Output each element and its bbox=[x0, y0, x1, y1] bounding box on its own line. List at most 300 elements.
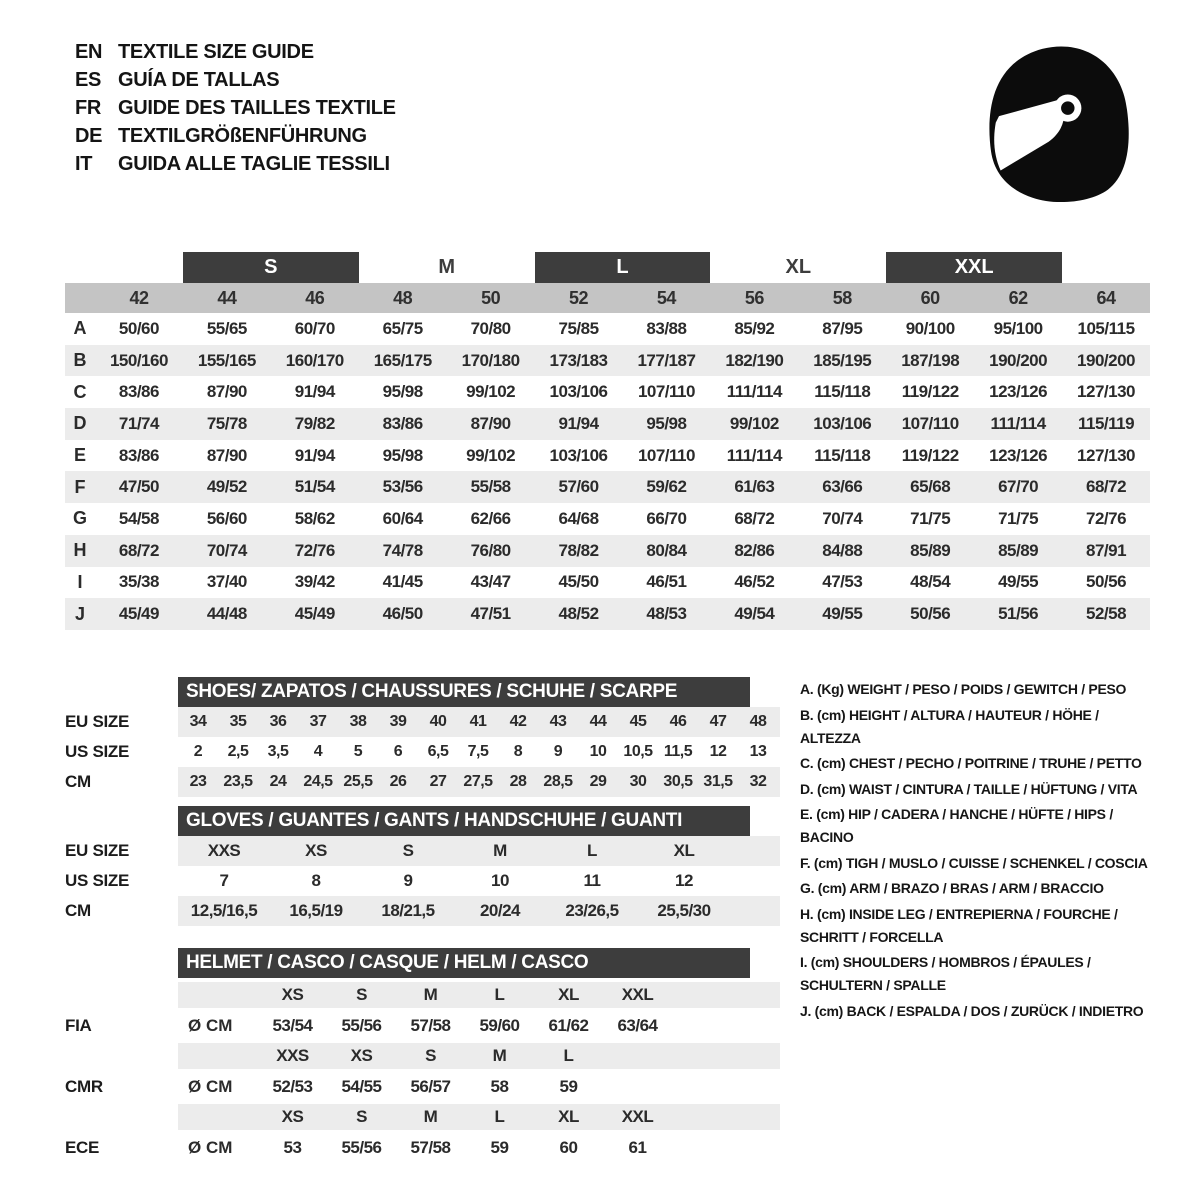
size-value: 78/82 bbox=[558, 540, 599, 560]
size-value: 54/58 bbox=[118, 508, 159, 528]
size-value: 67/70 bbox=[998, 477, 1039, 497]
size-value: 37 bbox=[309, 713, 327, 730]
filler bbox=[730, 896, 780, 926]
size-value: 85/92 bbox=[734, 318, 775, 338]
row-label: CM bbox=[65, 772, 91, 791]
legend-item: J. (cm) BACK / ESPALDA / DOS / ZURÜCK / INDIETRO bbox=[800, 1002, 1144, 1019]
size-value: 95/100 bbox=[993, 318, 1043, 338]
size-label: S bbox=[356, 1107, 367, 1126]
size-value: 83/86 bbox=[118, 445, 159, 465]
racing-helmet-icon bbox=[975, 40, 1135, 205]
size-label: M bbox=[492, 1046, 507, 1065]
size-value: 71/75 bbox=[998, 508, 1039, 528]
measurement-row-a bbox=[65, 313, 1150, 345]
size-label: M bbox=[423, 1107, 438, 1126]
size-value: 99/102 bbox=[466, 382, 516, 402]
numeric-size: 52 bbox=[569, 287, 589, 308]
size-value: 59/60 bbox=[479, 1015, 520, 1035]
row-label: US SIZE bbox=[65, 871, 130, 890]
size-value: 57/58 bbox=[410, 1137, 451, 1157]
legend-item: A. (Kg) WEIGHT / PESO / POIDS / GEWITCH / PESO bbox=[800, 681, 1127, 697]
size-value: 65/68 bbox=[910, 477, 951, 497]
helmet-values-row-fia bbox=[65, 1008, 780, 1043]
size-value: 54/55 bbox=[341, 1076, 382, 1096]
size-value: 44 bbox=[589, 713, 607, 730]
size-value: 150/160 bbox=[109, 350, 168, 370]
row-label: H bbox=[73, 540, 87, 561]
size-value: 16,5/19 bbox=[289, 901, 343, 920]
size-value: 11 bbox=[583, 871, 601, 890]
size-value: 58/62 bbox=[294, 508, 335, 528]
size-value: 53 bbox=[283, 1137, 302, 1157]
size-value: 10 bbox=[491, 871, 509, 890]
size-value: 23 bbox=[189, 773, 207, 790]
size-value: 103/106 bbox=[549, 445, 608, 465]
size-value: 74/78 bbox=[382, 540, 423, 560]
shoes-values bbox=[178, 737, 780, 767]
numeric-size-row bbox=[65, 283, 1150, 313]
size-value: 38 bbox=[349, 713, 367, 730]
size-group-header-row bbox=[65, 252, 1150, 283]
language-code: DE bbox=[75, 124, 103, 147]
helmet-size-labels bbox=[178, 1104, 780, 1130]
gloves-values bbox=[178, 836, 780, 866]
size-value: 75/78 bbox=[206, 413, 247, 433]
size-value: 47/53 bbox=[822, 572, 863, 592]
size-value: 45/50 bbox=[558, 572, 599, 592]
legend-item: G. (cm) ARM / BRAZO / BRAS / ARM / BRACCIO bbox=[800, 880, 1104, 896]
textile-size-table bbox=[65, 252, 1150, 630]
size-value: 56/57 bbox=[410, 1076, 451, 1096]
size-value: 95/98 bbox=[382, 445, 423, 465]
size-value: 107/110 bbox=[637, 445, 695, 465]
size-value: 24,5 bbox=[303, 773, 333, 790]
size-value: 177/187 bbox=[637, 350, 696, 370]
size-value: 12 bbox=[709, 743, 727, 760]
numeric-size: 58 bbox=[832, 287, 852, 308]
size-value: 50/56 bbox=[910, 604, 951, 624]
size-value: 95/98 bbox=[646, 413, 687, 433]
filler bbox=[730, 866, 780, 896]
size-value: 49/54 bbox=[734, 604, 775, 624]
measurement-legend bbox=[800, 678, 1162, 1025]
size-value: 37/40 bbox=[206, 572, 247, 592]
size-group-s: S bbox=[183, 252, 359, 283]
size-value: 39/42 bbox=[294, 572, 335, 592]
size-value: 46/51 bbox=[646, 572, 687, 592]
size-label: XXL bbox=[621, 1107, 654, 1126]
size-value: 50/56 bbox=[1086, 572, 1127, 592]
size-value: 72/76 bbox=[1086, 508, 1127, 528]
size-value: 75/85 bbox=[558, 318, 599, 338]
size-label: XL bbox=[558, 985, 579, 1004]
size-value: 44/48 bbox=[206, 604, 247, 624]
language-title-list bbox=[75, 38, 396, 178]
size-value: 170/180 bbox=[461, 350, 520, 370]
size-value: 155/165 bbox=[197, 350, 256, 370]
size-label: M bbox=[423, 985, 438, 1004]
size-value: 70/74 bbox=[822, 508, 863, 528]
legend-item: H. (cm) INSIDE LEG / ENTREPIERNA / FOURCHE / SCHRITT / FORCELLA bbox=[800, 905, 1118, 945]
size-value: 46/52 bbox=[734, 572, 775, 592]
size-value: 123/126 bbox=[989, 382, 1048, 402]
language-title: TEXTILE SIZE GUIDE bbox=[118, 40, 314, 63]
size-value: 60/64 bbox=[382, 508, 423, 528]
unit-spacer bbox=[178, 1043, 258, 1069]
size-value: 45/49 bbox=[118, 604, 159, 624]
size-value: 41/45 bbox=[382, 572, 423, 592]
size-value: 190/200 bbox=[1077, 350, 1135, 370]
size-value: 2,5 bbox=[227, 743, 249, 760]
filler bbox=[730, 836, 780, 866]
size-value: 103/106 bbox=[813, 413, 872, 433]
language-row bbox=[75, 94, 396, 122]
row-label: F bbox=[74, 476, 86, 497]
size-value: 123/126 bbox=[989, 445, 1048, 465]
shoes-row-eu-size bbox=[65, 707, 780, 737]
gloves-row-eu-size bbox=[65, 836, 780, 866]
measurement-row-g bbox=[65, 503, 1150, 535]
language-code: ES bbox=[75, 68, 102, 91]
gloves-row-cm bbox=[65, 896, 780, 926]
size-value: 26 bbox=[389, 773, 407, 790]
size-value: 64/68 bbox=[558, 508, 599, 528]
helmet-size-labels bbox=[178, 982, 780, 1008]
helmet-sizes-row-fia bbox=[65, 982, 780, 1008]
size-value: 2 bbox=[193, 743, 203, 760]
row-label: C bbox=[73, 381, 87, 402]
size-value: 34 bbox=[189, 713, 207, 730]
size-value: 4 bbox=[313, 743, 323, 760]
helmet-size-values bbox=[178, 1069, 780, 1104]
legend-item: F. (cm) TIGH / MUSLO / CUISSE / SCHENKEL / COSCIA bbox=[800, 854, 1148, 871]
size-value: 52/58 bbox=[1086, 604, 1127, 624]
shoes-size-table bbox=[65, 677, 780, 797]
size-value: 13 bbox=[749, 743, 767, 760]
size-value: 43/47 bbox=[470, 572, 511, 592]
gloves-values bbox=[178, 896, 780, 926]
size-value: 84/88 bbox=[822, 540, 863, 560]
size-value: 87/95 bbox=[822, 318, 863, 338]
size-value: 65/75 bbox=[382, 318, 423, 338]
size-value: 52/53 bbox=[272, 1076, 313, 1096]
size-value: 47 bbox=[709, 713, 727, 730]
size-label: L bbox=[563, 1046, 574, 1065]
size-value: 71/75 bbox=[910, 508, 951, 528]
size-value: 48 bbox=[749, 713, 767, 730]
size-value: 55/65 bbox=[206, 318, 247, 338]
size-value: 107/110 bbox=[901, 413, 959, 433]
size-value: 27 bbox=[429, 773, 447, 790]
size-value: 165/175 bbox=[373, 350, 432, 370]
size-value: 36 bbox=[269, 713, 287, 730]
measurement-row-j bbox=[65, 598, 1150, 630]
size-value: 111/114 bbox=[726, 382, 782, 402]
size-value: 7,5 bbox=[467, 743, 489, 760]
size-value: 111/114 bbox=[990, 413, 1046, 433]
size-value: 95/98 bbox=[382, 382, 423, 402]
size-value: 87/91 bbox=[1086, 540, 1127, 560]
size-value: 31,5 bbox=[703, 773, 733, 790]
language-row bbox=[75, 122, 396, 150]
size-value: 47/50 bbox=[118, 477, 159, 497]
size-value: 51/54 bbox=[294, 477, 335, 497]
size-value: 87/90 bbox=[470, 413, 511, 433]
filler bbox=[778, 767, 780, 797]
language-code: FR bbox=[75, 96, 102, 119]
size-value: 57/60 bbox=[558, 477, 599, 497]
size-label: S bbox=[356, 985, 367, 1004]
size-group-l: L bbox=[535, 252, 711, 283]
unit-spacer bbox=[178, 982, 258, 1008]
size-value: 49/52 bbox=[206, 477, 247, 497]
row-label: J bbox=[74, 603, 85, 624]
size-label: S bbox=[425, 1046, 436, 1065]
size-value: 87/90 bbox=[206, 382, 247, 402]
size-value: 91/94 bbox=[558, 413, 599, 433]
size-value: 53/54 bbox=[272, 1015, 313, 1035]
numeric-size: 60 bbox=[920, 287, 940, 308]
size-value: 27,5 bbox=[463, 773, 493, 790]
size-value: 35 bbox=[229, 713, 247, 730]
helmet-sizes-row-cmr bbox=[65, 1043, 780, 1069]
size-label: XL bbox=[558, 1107, 579, 1126]
filler bbox=[778, 707, 780, 737]
standard-label: FIA bbox=[65, 1015, 92, 1035]
size-value: 56/60 bbox=[206, 508, 247, 528]
size-value: 83/86 bbox=[118, 382, 159, 402]
numeric-size: 46 bbox=[305, 287, 325, 308]
language-title: GUIDE DES TAILLES TEXTILE bbox=[118, 96, 396, 119]
standard-label: ECE bbox=[65, 1137, 100, 1157]
size-value: 30 bbox=[629, 773, 647, 790]
language-row bbox=[75, 38, 396, 66]
row-label: EU SIZE bbox=[65, 712, 130, 731]
size-value: 57/58 bbox=[410, 1015, 451, 1035]
gloves-row-us-size bbox=[65, 866, 780, 896]
filler bbox=[778, 737, 780, 767]
row-label: G bbox=[72, 508, 87, 529]
size-value: 23,5 bbox=[223, 773, 253, 790]
size-value: 68/72 bbox=[734, 508, 775, 528]
measurement-row-f bbox=[65, 471, 1150, 503]
size-value: 24 bbox=[269, 773, 287, 790]
size-group-xxl: XXL bbox=[886, 252, 1062, 283]
size-value: 43 bbox=[549, 713, 567, 730]
size-value: 72/76 bbox=[294, 540, 335, 560]
helmet-size-labels bbox=[178, 1043, 780, 1069]
numeric-size: 42 bbox=[129, 287, 149, 308]
row-label bbox=[65, 1104, 178, 1130]
size-value: 63/64 bbox=[617, 1015, 658, 1035]
size-value: 42 bbox=[509, 713, 527, 730]
language-title: TEXTILGRÖßENFÜHRUNG bbox=[118, 124, 367, 147]
size-value: 3,5 bbox=[267, 743, 289, 760]
size-group-xl: XL bbox=[785, 256, 812, 278]
size-value: 55/56 bbox=[341, 1015, 382, 1035]
size-value: 12,5/16,5 bbox=[190, 901, 258, 920]
numeric-size: 54 bbox=[656, 287, 676, 308]
language-code: EN bbox=[75, 40, 103, 63]
size-value: 115/119 bbox=[1077, 413, 1135, 433]
size-group-m: M bbox=[438, 256, 455, 278]
size-value: 60/70 bbox=[294, 318, 335, 338]
size-value: 91/94 bbox=[294, 445, 335, 465]
size-value: 8 bbox=[311, 871, 321, 890]
size-value: 63/66 bbox=[822, 477, 863, 497]
row-label: I bbox=[77, 571, 83, 592]
size-value: 53/56 bbox=[382, 477, 423, 497]
measurement-row-e bbox=[65, 440, 1150, 472]
size-value: 35/38 bbox=[118, 572, 159, 592]
size-value: 90/100 bbox=[905, 318, 955, 338]
filler bbox=[672, 1104, 780, 1130]
size-value: 5 bbox=[353, 743, 363, 760]
size-value: 23/26,5 bbox=[565, 901, 619, 920]
size-value: 46/50 bbox=[382, 604, 423, 624]
size-value: 58 bbox=[490, 1076, 509, 1096]
language-code: IT bbox=[75, 152, 93, 175]
row-label: A bbox=[73, 318, 87, 339]
numeric-size-spacer bbox=[65, 283, 95, 313]
size-value: 62/66 bbox=[470, 508, 511, 528]
size-label: XXL bbox=[621, 985, 654, 1004]
numeric-size: 44 bbox=[217, 287, 237, 308]
size-value: 91/94 bbox=[294, 382, 335, 402]
size-value: 6 bbox=[393, 743, 403, 760]
size-value: 9 bbox=[403, 871, 413, 890]
size-value: 32 bbox=[749, 773, 767, 790]
size-value: 10 bbox=[589, 743, 607, 760]
size-value: 127/130 bbox=[1077, 445, 1135, 465]
row-label: D bbox=[73, 413, 87, 434]
size-value: 66/70 bbox=[646, 508, 687, 528]
size-value: 190/200 bbox=[989, 350, 1048, 370]
shoes-row-cm bbox=[65, 767, 780, 797]
size-value: 55/56 bbox=[341, 1137, 382, 1157]
helmet-table-title: HELMET / CASCO / CASQUE / HELM / CASCO bbox=[178, 948, 750, 978]
size-value: 71/74 bbox=[118, 413, 159, 433]
size-label bbox=[603, 1043, 672, 1069]
row-label: E bbox=[73, 445, 86, 466]
size-value: 29 bbox=[589, 773, 607, 790]
size-value: 61 bbox=[628, 1137, 647, 1157]
language-row bbox=[75, 150, 396, 178]
size-value: 39 bbox=[389, 713, 407, 730]
filler bbox=[672, 1130, 780, 1165]
size-value: 107/110 bbox=[637, 382, 695, 402]
size-value: 99/102 bbox=[729, 413, 779, 433]
filler bbox=[672, 1008, 780, 1043]
size-value: 187/198 bbox=[901, 350, 960, 370]
size-value: 111/114 bbox=[726, 445, 782, 465]
size-value bbox=[603, 1069, 672, 1104]
size-value: 79/82 bbox=[294, 413, 335, 433]
numeric-size: 62 bbox=[1008, 287, 1028, 308]
size-value: 8 bbox=[513, 743, 523, 760]
diameter-unit-label: Ø CM bbox=[188, 1015, 233, 1035]
size-value: 68/72 bbox=[1086, 477, 1127, 497]
size-value: 119/122 bbox=[901, 445, 959, 465]
size-value: 45 bbox=[629, 713, 647, 730]
measurement-row-c bbox=[65, 376, 1150, 408]
size-value: 76/80 bbox=[470, 540, 511, 560]
size-value: 59 bbox=[490, 1137, 509, 1157]
row-label bbox=[65, 982, 178, 1008]
filler bbox=[672, 982, 780, 1008]
size-value: 82/86 bbox=[734, 540, 775, 560]
size-value: 59/62 bbox=[646, 477, 687, 497]
size-value: 6,5 bbox=[427, 743, 449, 760]
standard-label: CMR bbox=[65, 1076, 103, 1096]
row-label: CM bbox=[65, 901, 91, 920]
size-value: 105/115 bbox=[1077, 318, 1135, 338]
language-title: GUIDA ALLE TAGLIE TESSILI bbox=[118, 152, 390, 175]
size-value: 47/51 bbox=[470, 604, 511, 624]
size-value: 41 bbox=[469, 713, 487, 730]
legend-item: E. (cm) HIP / CADERA / HANCHE / HÜFTE / HIPS / BACINO bbox=[800, 806, 1113, 845]
helmet-sizes-row-ece bbox=[65, 1104, 780, 1130]
size-value: S bbox=[402, 841, 414, 860]
size-value: 83/86 bbox=[382, 413, 423, 433]
size-label: XS bbox=[281, 985, 304, 1004]
size-value: 59 bbox=[559, 1076, 578, 1096]
helmet-size-table bbox=[65, 948, 780, 1165]
size-label: XXS bbox=[276, 1046, 309, 1065]
size-value: 85/89 bbox=[998, 540, 1039, 560]
size-value: 25,5 bbox=[343, 773, 373, 790]
size-value: L bbox=[587, 841, 597, 860]
helmet-size-values bbox=[178, 1130, 780, 1165]
size-value: XL bbox=[673, 841, 695, 860]
size-value: 80/84 bbox=[646, 540, 687, 560]
filler bbox=[672, 1069, 780, 1104]
size-value: 185/195 bbox=[813, 350, 872, 370]
size-value: 48/53 bbox=[646, 604, 687, 624]
size-label: L bbox=[494, 985, 505, 1004]
diameter-unit-label: Ø CM bbox=[188, 1137, 233, 1157]
size-value: 99/102 bbox=[466, 445, 516, 465]
size-label: L bbox=[494, 1107, 505, 1126]
size-value: 11,5 bbox=[663, 743, 693, 760]
size-value: 46 bbox=[669, 713, 687, 730]
size-label: XS bbox=[281, 1107, 304, 1126]
size-value: 61/62 bbox=[548, 1015, 589, 1035]
filler bbox=[672, 1043, 780, 1069]
size-value: 127/130 bbox=[1077, 382, 1135, 402]
size-value: 49/55 bbox=[822, 604, 863, 624]
diameter-unit-label: Ø CM bbox=[188, 1076, 233, 1096]
size-value: 115/118 bbox=[814, 445, 871, 465]
legend-item: C. (cm) CHEST / PECHO / POITRINE / TRUHE / PETTO bbox=[800, 755, 1142, 771]
language-title: GUÍA DE TALLAS bbox=[118, 68, 280, 91]
numeric-size: 64 bbox=[1096, 287, 1116, 308]
size-value: 173/183 bbox=[549, 350, 608, 370]
helmet-values-row-ece bbox=[65, 1130, 780, 1165]
gloves-values bbox=[178, 866, 780, 896]
language-row bbox=[75, 66, 396, 94]
row-label bbox=[65, 1043, 178, 1069]
size-value: 10,5 bbox=[623, 743, 653, 760]
size-value: XS bbox=[305, 841, 327, 860]
size-value: 7 bbox=[219, 871, 229, 890]
shoes-values bbox=[178, 767, 780, 797]
shoes-row-us-size bbox=[65, 737, 780, 767]
size-value: 85/89 bbox=[910, 540, 951, 560]
numeric-size: 48 bbox=[393, 287, 413, 308]
shoes-table-title: SHOES/ ZAPATOS / CHAUSSURES / SCHUHE / SCARPE bbox=[178, 677, 750, 707]
size-value: 160/170 bbox=[285, 350, 344, 370]
